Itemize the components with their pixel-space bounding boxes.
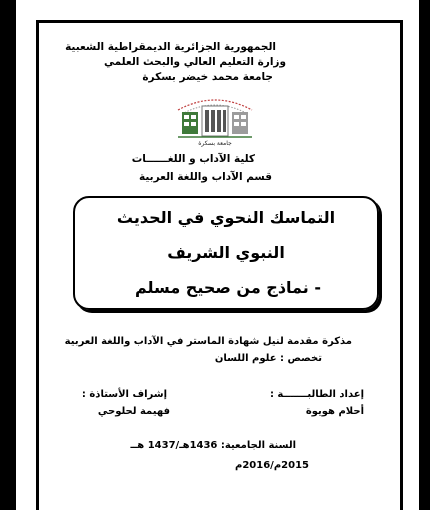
student-name: أحلام هويوة — [305, 406, 364, 417]
logo-caption: جامعة بسكرة — [198, 140, 232, 147]
academic-year-hijri: السنة الجامعية: 1436هـ/1437 هــ — [130, 440, 296, 451]
supervisor-name: فهيمة لحلوحي — [97, 406, 170, 417]
university-logo-icon — [174, 88, 256, 152]
academic-year-gregorian: 2015م/2016م — [234, 460, 309, 471]
department-name: قسم الآداب واللغة العربية — [139, 171, 272, 183]
frame-left-border — [36, 20, 39, 510]
memo-description: مذكرة مقدمة لنيل شهادة الماستر في الآداب واللغة العربية — [64, 336, 352, 347]
frame-top-border — [36, 20, 403, 23]
thesis-title-line-3: - نماذج من صحيح مسلم — [134, 278, 321, 297]
faculty-name: كلية الآداب و اللغــــــات — [131, 153, 255, 165]
university-name: جامعة محمد خيضر بسكرة — [142, 71, 273, 83]
republic-name: الجمهورية الجزائرية الديمقراطية الشعبية — [65, 41, 276, 53]
thesis-title-line-1: التماسك النحوي في الحديث — [116, 208, 336, 227]
student-label: إعداد الطالبـــــــة : — [269, 389, 364, 400]
thesis-title-line-2: النبوي الشريف — [167, 243, 285, 262]
scan-edge-right — [419, 0, 430, 510]
frame-right-border — [400, 20, 403, 510]
supervisor-label: إشراف الأستاذة : — [81, 389, 167, 400]
ministry-name: وزارة التعليم العالي والبحث العلمي — [103, 56, 286, 68]
document-page — [16, 0, 419, 510]
thesis-title-box — [73, 196, 379, 310]
specialization: تخصص : علوم اللسان — [214, 353, 322, 364]
